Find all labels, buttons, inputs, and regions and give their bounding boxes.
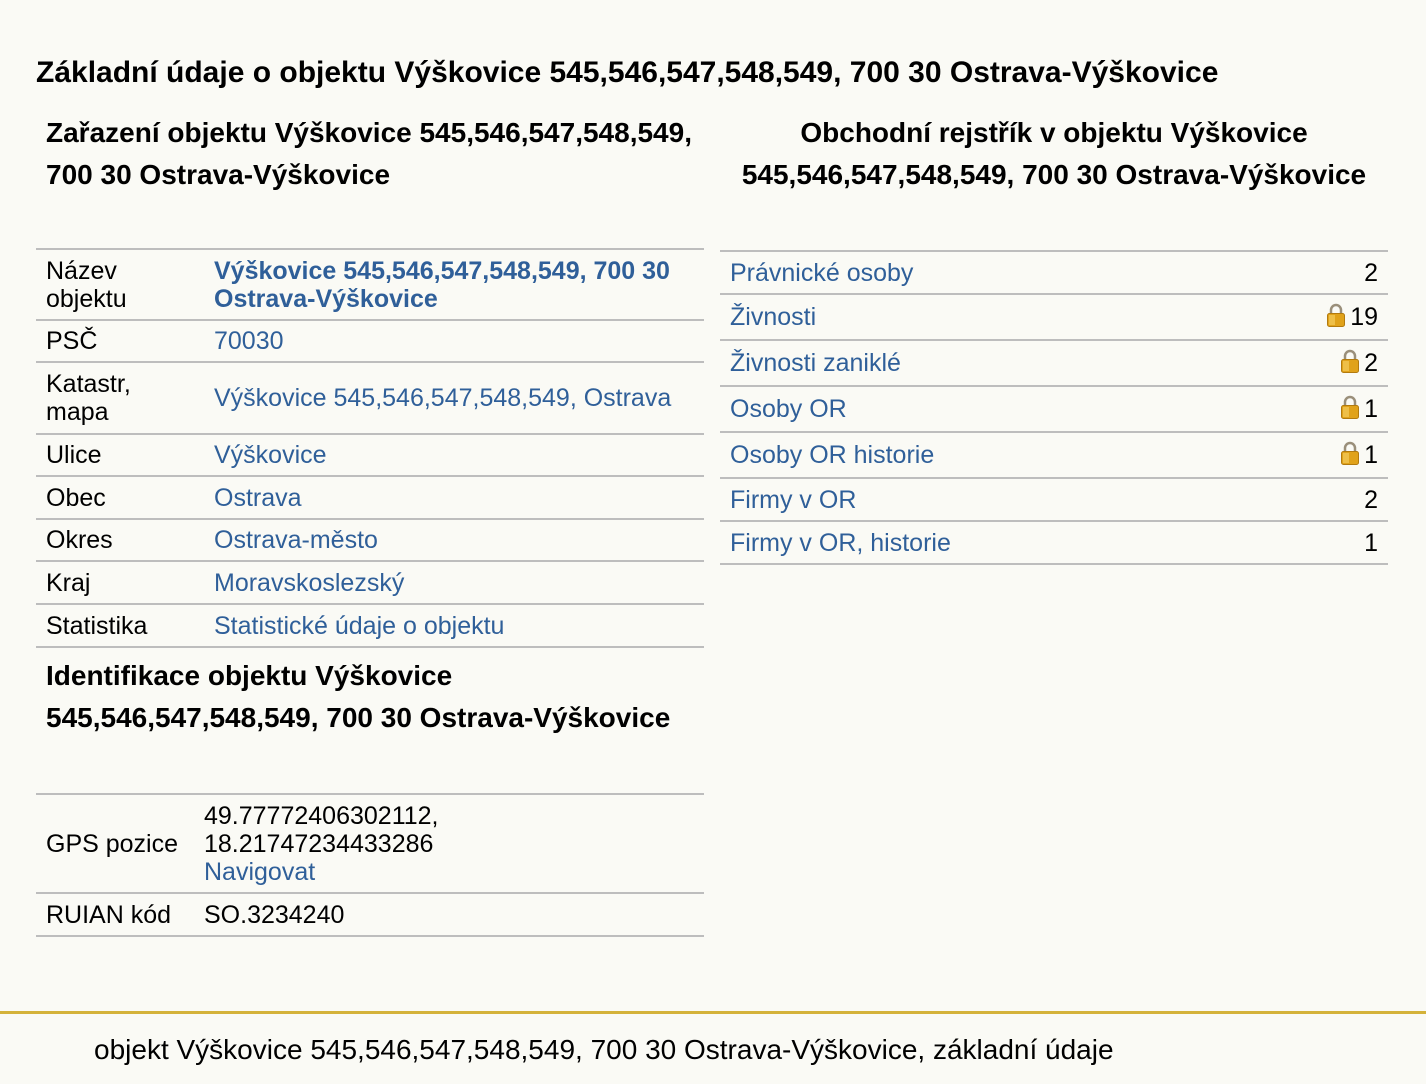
rejstrik-heading-wrap xyxy=(720,112,1388,252)
link-statistika[interactable]: Statistické údaje o objektu xyxy=(214,611,505,640)
lock-icon xyxy=(1326,303,1346,327)
rejstrik-row-firmy-v-or-historie[interactable] xyxy=(720,521,1388,564)
count-firmy-v-or-historie: 1 xyxy=(1235,521,1388,564)
lock-icon xyxy=(1340,395,1360,419)
row-kraj xyxy=(36,561,704,604)
left-column xyxy=(36,112,704,937)
zarazeni-table xyxy=(36,250,704,648)
row-obec xyxy=(36,476,704,519)
rejstrik-row-pravnicke-osoby[interactable] xyxy=(720,252,1388,294)
rejstrik-row-zivnosti-zanikle[interactable] xyxy=(720,340,1388,386)
zarazeni-heading-wrap xyxy=(36,112,704,250)
link-katastr-mapa[interactable]: Výškovice 545,546,547,548,549, Ostrava xyxy=(214,384,672,412)
row-ruian xyxy=(36,893,704,936)
gps-value xyxy=(194,795,704,893)
lock-icon xyxy=(1340,349,1360,373)
gps-lon: 18.21747234433286 xyxy=(204,829,434,858)
row-ulice xyxy=(36,434,704,476)
label-psc: PSČ xyxy=(36,320,194,362)
row-gps xyxy=(36,795,704,893)
rejstrik-row-osoby-or-historie[interactable] xyxy=(720,432,1388,478)
label-katastr-mapa: Katastr, mapa xyxy=(36,362,194,434)
navigate-link[interactable]: Navigovat xyxy=(204,857,316,886)
count-firmy-v-or: 2 xyxy=(1235,478,1388,521)
count-zivnosti: 19 xyxy=(1235,294,1388,340)
page-title: Základní údaje o objektu Výškovice 545,546,547,548,549, 700 30 Ostrava-Výškovice xyxy=(36,56,1219,89)
identifikace-heading: Identifikace objektu Výškovice 545,546,547,548,549, 700 30 Ostrava-Výškovice xyxy=(46,660,671,733)
rejstrik-row-osoby-or[interactable] xyxy=(720,386,1388,432)
label-obec: Obec xyxy=(36,476,194,519)
rejstrik-row-zivnosti[interactable] xyxy=(720,294,1388,340)
row-katastr-mapa xyxy=(36,362,704,434)
label-nazev-objektu: Název objektu xyxy=(36,250,194,320)
lock-icon xyxy=(1340,441,1360,465)
label-gps: GPS pozice xyxy=(36,795,194,893)
count-osoby-or: 1 xyxy=(1235,386,1388,432)
label-ruian: RUIAN kód xyxy=(36,893,194,936)
link-osoby-or-historie[interactable]: Osoby OR historie xyxy=(730,441,935,469)
link-okres[interactable]: Ostrava-město xyxy=(214,526,378,554)
count-zivnosti-zanikle: 2 xyxy=(1235,340,1388,386)
rejstrik-table xyxy=(720,252,1388,565)
label-statistika: Statistika xyxy=(36,604,194,647)
zarazeni-heading: Zařazení objektu Výškovice 545,546,547,548,549, 700 30 Ostrava-Výškovice xyxy=(46,117,692,190)
link-kraj[interactable]: Moravskoslezský xyxy=(214,568,405,597)
label-okres: Okres xyxy=(36,519,194,561)
link-pravnicke-osoby[interactable]: Právnické osoby xyxy=(730,258,914,287)
count-pravnicke-osoby: 2 xyxy=(1235,252,1388,294)
footer-rule xyxy=(0,1011,1426,1014)
link-firmy-v-or-historie[interactable]: Firmy v OR, historie xyxy=(730,528,951,557)
identifikace-heading-wrap xyxy=(36,648,704,795)
link-firmy-v-or[interactable]: Firmy v OR xyxy=(730,485,857,514)
identifikace-table xyxy=(36,795,704,937)
link-ulice[interactable]: Výškovice xyxy=(214,441,327,469)
ruian-value: SO.3234240 xyxy=(194,893,704,936)
link-zivnosti[interactable]: Živnosti xyxy=(730,303,817,331)
rejstrik-heading: Obchodní rejstřík v objektu Výškovice 545,546,547,548,549, 700 30 Ostrava-Výškovice xyxy=(741,117,1367,190)
link-zivnosti-zanikle[interactable]: Živnosti zaniklé xyxy=(730,349,901,377)
footer-text: objekt Výškovice 545,546,547,548,549, 700 30 Ostrava-Výškovice, základní údaje xyxy=(94,1034,1114,1065)
gps-lat: 49.77772406302112, xyxy=(204,801,439,830)
right-column xyxy=(720,112,1388,565)
link-osoby-or[interactable]: Osoby OR xyxy=(730,395,847,423)
row-nazev-objektu xyxy=(36,250,704,320)
row-psc xyxy=(36,320,704,362)
label-kraj: Kraj xyxy=(36,561,194,604)
rejstrik-row-firmy-v-or[interactable] xyxy=(720,478,1388,521)
row-okres xyxy=(36,519,704,561)
link-obec[interactable]: Ostrava xyxy=(214,483,302,512)
row-statistika xyxy=(36,604,704,647)
label-ulice: Ulice xyxy=(36,434,194,476)
link-psc[interactable]: 70030 xyxy=(214,327,284,355)
count-osoby-or-historie: 1 xyxy=(1235,432,1388,478)
link-nazev-objektu[interactable]: Výškovice 545,546,547,548,549, 700 30 Ostrava-Výškovice xyxy=(214,256,670,313)
